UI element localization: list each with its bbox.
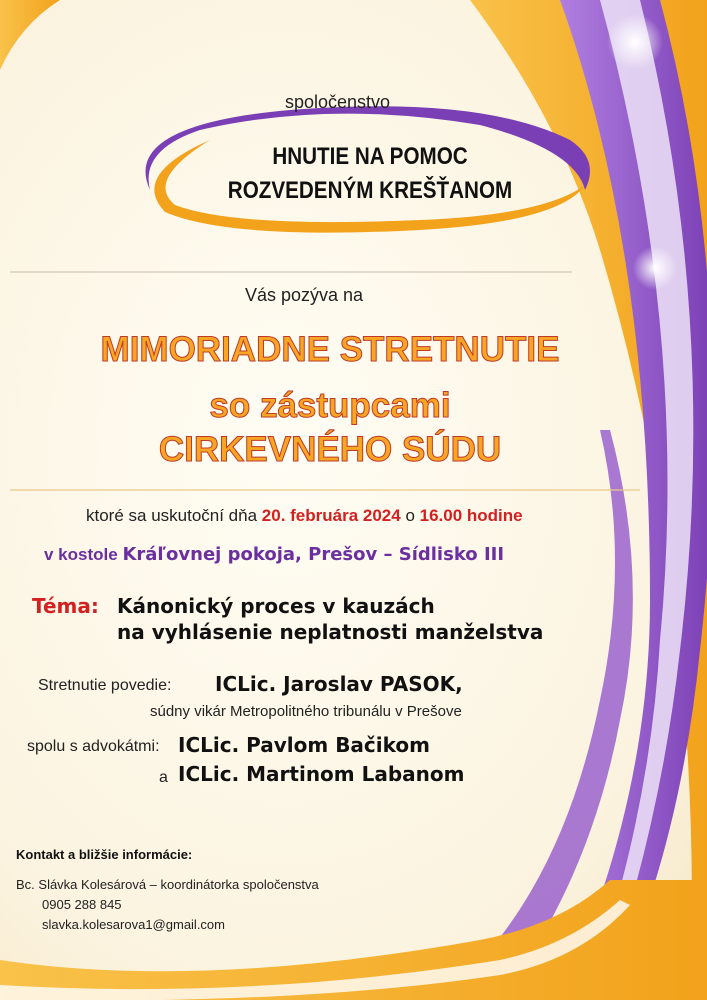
leader-label: Stretnutie povedie:: [38, 677, 172, 694]
topic-line2: na vyhlásenie neplatnosti manželstva: [117, 620, 544, 644]
advocate-name-1: ICLic. Pavlom Bačikom: [178, 733, 430, 757]
advocates-label: spolu s advokátmi:: [27, 738, 160, 755]
event-time: 16.00 hodine: [419, 506, 523, 525]
location-prefix: v kostole: [44, 545, 118, 564]
advocate-name-2: ICLic. Martinom Labanom: [178, 762, 465, 786]
glow-top: [607, 14, 663, 70]
organization-prefix: spoločenstvo: [285, 92, 391, 112]
advocates-conjunction: a: [159, 769, 168, 786]
headline-line1: MIMORIADNE STRETNUTIE: [100, 330, 560, 369]
topic-line1: Kánonický proces v kauzách: [117, 594, 435, 618]
date-prefix: ktoré sa uskutoční dňa: [86, 506, 258, 525]
contact-person: Bc. Slávka Kolesárová – koordinátorka spoločenstva: [16, 877, 319, 892]
corner-swoosh-top-left: [0, 0, 60, 70]
contact-email: slavka.kolesarova1@gmail.com: [42, 917, 225, 932]
organization-name-line2: ROZVEDENÝM KREŠŤANOM: [227, 177, 513, 204]
invite-text: Vás pozýva na: [245, 285, 364, 305]
event-date-line: [86, 506, 523, 526]
glow-middle: [633, 246, 677, 290]
headline-line3: CIRKEVNÉHO SÚDU: [158, 430, 502, 469]
leader-name: ICLic. Jaroslav PASOK,: [215, 672, 463, 696]
contact-heading: Kontakt a bližšie informácie:: [16, 847, 193, 862]
headline-line2: so zástupcami: [209, 386, 451, 425]
event-date: 20. februára 2024: [261, 506, 401, 525]
contact-phone: 0905 288 845: [42, 897, 122, 912]
time-conjunction: o: [405, 506, 415, 525]
event-location: Kráľovnej pokoja, Prešov – Sídlisko III: [122, 544, 505, 565]
organization-name-line1: HNUTIE NA POMOC: [272, 143, 468, 170]
leader-role: súdny vikár Metropolitného tribunálu v Prešove: [150, 703, 462, 720]
topic-label: Téma:: [32, 594, 99, 618]
event-location-line: [44, 544, 504, 565]
